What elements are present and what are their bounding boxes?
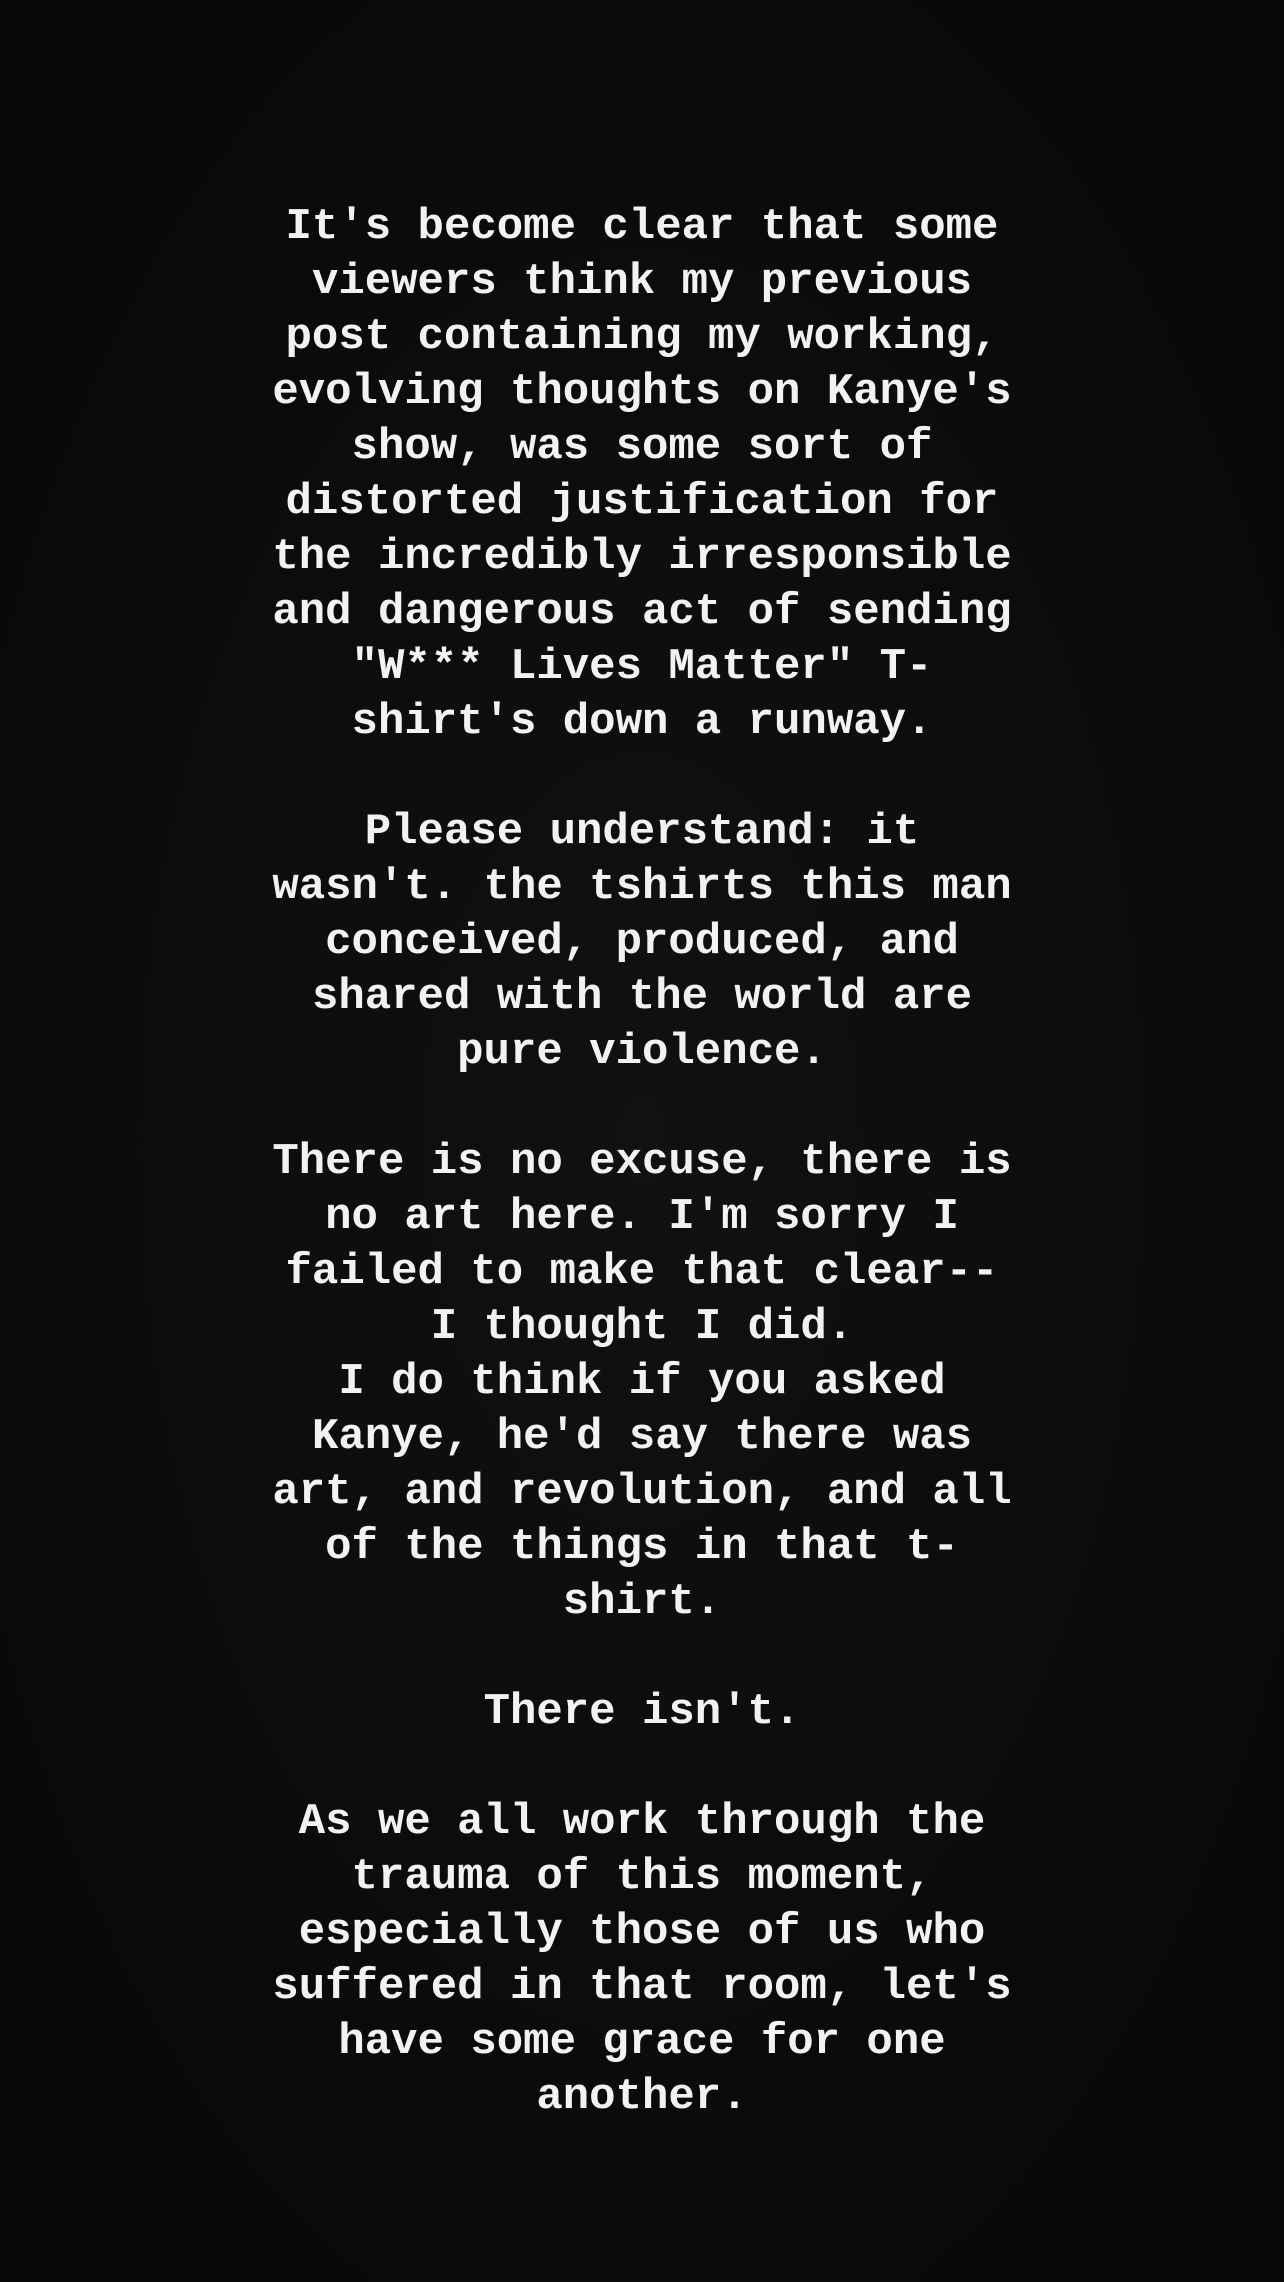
- text-line: failed to make that clear--: [285, 1247, 999, 1297]
- text-line: evolving thoughts on Kanye's: [272, 367, 1012, 417]
- text-line: There is no excuse, there is: [272, 1137, 1012, 1187]
- text-line: no art here. I'm sorry I: [325, 1192, 959, 1242]
- paragraph-gap: [232, 1080, 1052, 1135]
- paragraph-1: [232, 200, 1052, 750]
- text-line: show, was some sort of: [351, 422, 933, 472]
- text-line: have some grace for one: [338, 2017, 946, 2067]
- text-line: post containing my working,: [285, 312, 999, 362]
- text-line: Please understand: it: [364, 807, 920, 857]
- text-line: shared with the world are: [311, 972, 973, 1022]
- text-line: trauma of this moment,: [351, 1852, 933, 1902]
- text-line: shirt.: [562, 1577, 722, 1627]
- text-line: There isn't.: [483, 1687, 801, 1737]
- paragraph-gap: [232, 750, 1052, 805]
- text-line: and dangerous act of sending: [272, 587, 1012, 637]
- text-line: art, and revolution, and all: [272, 1467, 1012, 1517]
- text-line: suffered in that room, let's: [272, 1962, 1012, 2012]
- paragraph-2: [232, 805, 1052, 1080]
- story-text: [232, 200, 1052, 2125]
- text-line: I do think if you asked: [338, 1357, 946, 1407]
- text-line: distorted justification for: [285, 477, 999, 527]
- text-line: shirt's down a runway.: [351, 697, 933, 747]
- paragraph-gap: [232, 1630, 1052, 1685]
- text-line: another.: [536, 2072, 748, 2122]
- text-line: As we all work through the: [298, 1797, 986, 1847]
- paragraph-3: [232, 1135, 1052, 1630]
- text-line: conceived, produced, and: [325, 917, 959, 967]
- paragraph-4: [232, 1685, 1052, 1740]
- text-line: I thought I did.: [430, 1302, 854, 1352]
- text-line: It's become clear that some: [285, 202, 999, 252]
- text-line: the incredibly irresponsible: [272, 532, 1012, 582]
- text-line: especially those of us who: [298, 1907, 986, 1957]
- paragraph-5: [232, 1795, 1052, 2125]
- text-line: wasn't. the tshirts this man: [272, 862, 1012, 912]
- text-line: Kanye, he'd say there was: [311, 1412, 973, 1462]
- paragraph-gap: [232, 1740, 1052, 1795]
- text-line: "W*** Lives Matter" T-: [351, 642, 933, 692]
- text-line: of the things in that t-: [325, 1522, 959, 1572]
- text-line: pure violence.: [457, 1027, 827, 1077]
- text-line: viewers think my previous: [311, 257, 973, 307]
